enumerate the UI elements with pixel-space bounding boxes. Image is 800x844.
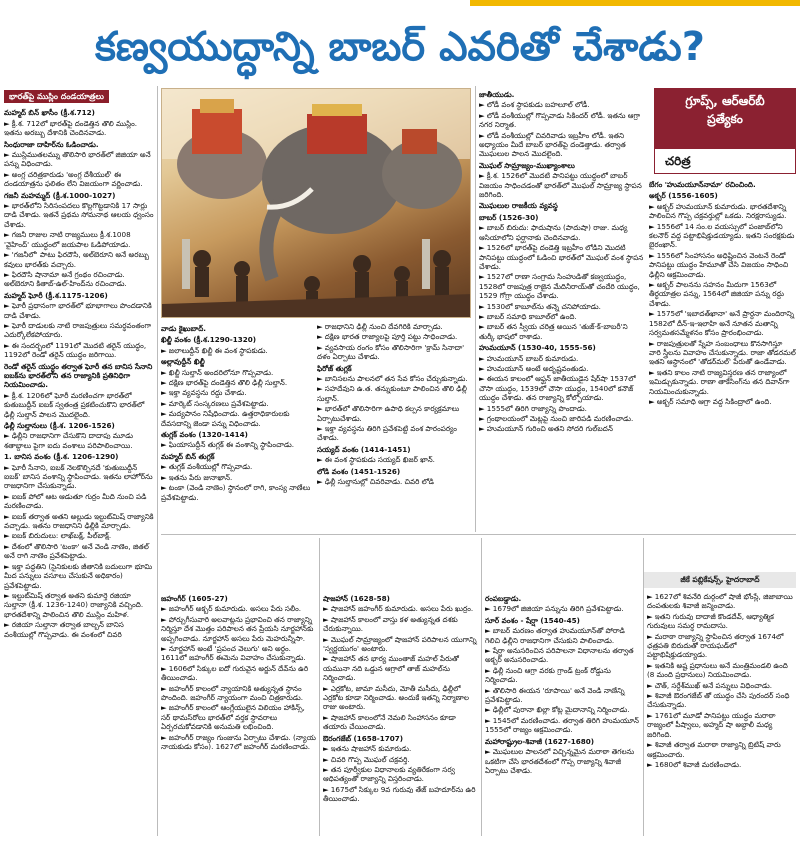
bullet-paragraph: ► 1679లో జిజియా పన్నును తిరిగి ప్రవేశపెట్టాడు. xyxy=(485,604,624,614)
bullet-paragraph: ► ఘోరీ ప్రధానంగా భారత్‌లో భూభాగాలు పొందడానికి దాడి చేశాడు. xyxy=(4,301,152,320)
section-heading: ఔరంగజేబ్ (1658-1707) xyxy=(323,733,404,743)
bullet-paragraph: ► ఢిల్లీలో పురానా ఖిల్లా కోట్ల మైదానాన్ని నిర్మించాడు. xyxy=(485,705,630,715)
caption-column-b xyxy=(317,322,472,528)
bullet-paragraph: ► 1761లో మూడో పానిపట్టు యుద్ధం మరాఠా రాజ్యంలో పీష్వాలు, అహ్మద్ షా అబ్దాలీ మధ్య జరిగింది. xyxy=(647,710,776,739)
bullet-paragraph: ► ఇతనికి అష్ట ప్రధానులు అనే మంత్రిమండలి ఉంది (8 మంది ప్రధానులు) నియమించాడు. xyxy=(647,660,788,680)
bullet-paragraph: ► హుమయూన్ అంటే అదృష్టవంతుడు. xyxy=(479,363,589,373)
bullet-paragraph: ► మొఘల్ సామ్రాజ్యంలో షాజహాన్ పరిపాలన యుగాన్ని 'స్వర్ణయుగం' అంటారు. xyxy=(323,634,477,654)
bullet-paragraph: ► క్రీ.శ. 712లో భారత్‌పై దండెత్తిన తొలి ముస్లిం. ఇతను అరబ్బు దేశానికి చెందినవాడు. xyxy=(4,118,138,138)
bullet-paragraph: ► ఇతని కాలం నాటి రాజ్యవిస్తరణ తన రాజ్యాంలో ఇమిడ్చుకున్నాడు. రాణా తాకేసింగ్‌ను తన దివాన్‌గా నియమించుకున్నాడు. xyxy=(649,367,790,396)
section-tag: భారత్‌పై ముస్లిం దండయాత్రలు xyxy=(4,90,109,103)
section-heading: వాడు కైఖుబాద్. xyxy=(161,324,207,333)
bullet-paragraph: ► 1530లో కాబూల్‌ను తన్నె చనిపోయాడు. xyxy=(479,301,601,311)
bullet-paragraph: ► షాజహాన్ కాలంలో వాస్తు కళ అత్యున్నత దశకు చేరుకున్నాయి. xyxy=(323,614,458,634)
section-divider xyxy=(161,534,796,535)
article-body xyxy=(4,86,796,838)
bullet-paragraph: ► బాబర్ బిరుదు: ఫాదుషాను (పాదుషా) రాజు. మధ్య ఆసియాలోని ఫర్ఘానాకు చెందినవాడు. xyxy=(479,223,628,242)
bullet-paragraph: ► ఢిల్లీని రాజధానిగా చేసుకొని దాదాపు మూడు శతాబ్దాలు పైగా ఐదు వంశాలు పరిపాలించాయి. xyxy=(4,431,134,450)
bottom-1-paragraphs xyxy=(161,594,316,752)
section-heading: మొఘల్ సామ్రాజ్యం-ముఖ్యాంశాలు xyxy=(479,160,575,170)
publisher-credit: జీకే పబ్లికేషన్స్, హైదరాబాద్ xyxy=(644,572,796,588)
middle-paragraphs xyxy=(479,90,644,434)
bullet-paragraph: ► అక్బర్ హుమయూన్ కుమారుడు. భారతదేశాన్ని పాలించిన గొప్ప చక్రవర్తుల్లో ఒకడు. నిరక్షరాస్యుడు. xyxy=(649,201,787,221)
column-divider xyxy=(475,86,476,532)
bottom-column-3 xyxy=(485,592,640,838)
bullet-paragraph: ► 1680లో శివాజీ మరణించాడు. xyxy=(647,759,742,769)
bullet-paragraph: ► శివాజీ తర్వాత మరాఠా రాజ్యాన్ని బ్రిటిష్ వారు ఆక్రమించారు. xyxy=(647,740,781,759)
column-divider xyxy=(157,86,158,836)
section-heading: సయ్యద్ వంశం (1414-1451) xyxy=(317,444,411,454)
section-heading: ఖిల్జీ వంశం (క్రీ.శ.1290-1320) xyxy=(161,335,256,345)
bullet-paragraph: ► ఢిల్లీ సుల్తానుల్లో చివరివాడు. చివరి లోడి xyxy=(317,477,434,487)
bullet-paragraph: ► సహదేవుని ఉ.త. తన్నుకుంటూ పాలించిన తొలి ఢిల్లీ సుల్తాన్. xyxy=(317,384,467,403)
bullet-paragraph: ► ఇతను పేరు జునాఖాన్. xyxy=(161,472,233,482)
bottom-column-1 xyxy=(161,592,316,838)
bullet-paragraph: ► అక్బర్ సమాధి ఆగ్రా వద్ద సికింద్రాలో ఉంది. xyxy=(649,396,772,406)
section-heading: రంపబడ్డాడు. xyxy=(485,594,522,603)
bullet-paragraph: ► రాజపుత్రులతో స్నేహ సంబంధాలు కొనసాగిస్తూ వారి స్త్రీలను వివాహం చేసుకున్నాడు. రాజా తోడరమల్ ఇతని ఆస్థానంలో 'తోడర్‌మల్' పేరుతో ఉండేవాడు. xyxy=(649,338,796,367)
section-heading: గజనీ మహమ్మద్ (క్రీ.శ.1000-1027) xyxy=(4,190,116,200)
bullet-paragraph: ► ఢిల్లీ నుంచి ఆగ్రా వరకు గ్రాండ్ ట్రంక్ రోడ్డును నిర్మించాడు. xyxy=(485,665,611,685)
bullet-paragraph: ► 1555లో తిరిగి రాజ్యాన్ని పొందాడు. xyxy=(479,403,587,413)
section-heading: మహ్మద్ బిన్ ఖాసీం (క్రీ.శ.712) xyxy=(4,108,95,118)
bullet-paragraph: ► భారత్‌లో తొలిసారిగా ఉపాధి కల్పన కార్యక్రమాలు ఏర్పాటుచేశాడు. xyxy=(317,404,460,423)
bottom-4-paragraphs xyxy=(647,592,796,769)
bullet-paragraph: ► వ్యవసాయ రంగం కోసం తొలిసారిగా 'క్రామ్ సినాదా' దళం ఏర్పాటు చేశాడు. xyxy=(317,342,465,362)
bullet-paragraph: ► ఇక్తా వ్యవస్థను తిరిగి ప్రవేశపెట్టి వంశ పారంపర్యం చేశాడు. xyxy=(317,424,457,443)
section-heading: సింధురాజా దాహిర్‌ను ఓడించాడు. xyxy=(4,139,99,149)
caption-b-paragraphs xyxy=(317,322,472,487)
headline: కణ్వయుద్ధాన్ని బాబర్ ఎవరితో చేశాడు? xyxy=(95,24,705,70)
bullet-paragraph: ► తన పూర్వీకుల విధానాలకు వ్యతిరేకంగా సర్వ ఆధిపత్యంతో రాజ్యాన్ని విస్తరించాడు. xyxy=(323,764,455,784)
section-heading: ఢిల్లీ సుల్తానులు (క్రీ.శ. 1206-1526) xyxy=(4,421,115,430)
bullet-paragraph: ► ఇతను షాజహాన్ కుమారుడు. xyxy=(323,744,412,754)
bullet-paragraph: ► 1556లో 14 సం.ల వయస్సులో పంజాబ్‌లోని కలనౌర్ వద్ద పట్టాభిషిక్తుడయ్యాడు. ఇతని సంరక్షకుడు బైరంఖాన్. xyxy=(649,221,795,250)
right-column xyxy=(649,178,796,568)
bottom-3-paragraphs xyxy=(485,594,640,775)
bullet-paragraph: ► 'గజనీలో' పాటు ఫిరదౌసి, అల్‌బెరూని అనే అరబ్బు కవులు భారత్‌కు వచ్చారు. xyxy=(4,250,150,269)
section-heading: మహ్మద్ ఘోరీ (క్రీ.శ.1175-1206) xyxy=(4,290,108,300)
bullet-paragraph: ► 1545లో మరణించాడు. తర్వాత తిరిగి హుమయూన్ 1555లో రాజ్యం ఆక్రమించాడు. xyxy=(485,715,639,735)
bullet-paragraph: ► 1526లో భారత్‌పై దండెత్తి ఇబ్రహీం లోడిని మొదటి పానిపట్టు యుద్ధంలో ఓడించి భారత్‌లో మొఘల్ వంశ స్థాపన చేశాడు. xyxy=(479,243,644,271)
bullet-paragraph: ► 1627లో శివనేరి దుర్గంలో షాజీ భోంస్లే, జిజాబాయి దంపతులకు శివాజీ జన్మించాడు. xyxy=(647,592,793,611)
bottom-2-paragraphs xyxy=(323,594,478,804)
bullet-paragraph: ► రజియా సుల్తానా తర్వాత బాల్బన్ బానిస వంశీయుల్లో గొప్పవాడు. ఈ వంశంలో చివరి xyxy=(4,620,124,639)
column-divider xyxy=(481,538,482,836)
right-paragraphs xyxy=(649,180,796,406)
bullet-paragraph: ► ఐబక్ పోలో ఆట ఆడుతూ గుర్రం మీది నుంచి పడి మరణించాడు. xyxy=(4,491,147,511)
bottom-column-4 xyxy=(647,592,796,838)
bullet-paragraph: ► బాబర్ సమాధి కాబూల్‌లో ఉంది. xyxy=(479,311,577,321)
bullet-paragraph: ► దక్షిణ భారత్‌పై దండెత్తిన తొలి ఢిల్లీ సుల్తాన్. xyxy=(161,378,288,388)
bullet-paragraph: ► ఘియాసుద్దీన్ తుగ్లక్ ఈ వంశాన్ని స్థాపించాడు. xyxy=(161,440,295,450)
bullet-paragraph: ► ఇల్టుట్‌మిష్ తర్వాత అతని కుమార్తె రజియా సుల్తానా (క్రీ.శ. 1236-1240) రాజ్యానికి వచ్చింది. భారతదేశాన్ని పాలించిన తొలి ముస్లిం మహిళ. xyxy=(4,590,144,619)
bullet-paragraph: ► ఇక్తా వ్యవస్థను రద్దు చేశాడు. xyxy=(161,388,247,398)
section-heading: హుమయూన్ (1530-40, 1555-56) xyxy=(479,343,596,353)
bullet-paragraph: ► జహంగీర్ రాజ్యం గుంజును ఏర్పాటు చేశాడు. (న్యాయ నాయకుడు కోసం). 1627లో జహంగీర్ మరణించాడు. xyxy=(161,732,316,752)
bullet-paragraph: ► షాజహాన్ కాలంలోనే నెమలి సింహాసనం కూడా తయారు చేయించాడు. xyxy=(323,712,456,732)
bullet-paragraph: ► రాజధానిని ఢిల్లీ నుంచి దేవగిరికి మార్చాడు. xyxy=(317,322,443,331)
bullet-paragraph: ► లోడీ వంశీయుల్లో గొప్పవాడు సికిందర్ లోడీ. ఇతను ఆగ్రా నగర నిర్మాత. xyxy=(479,110,641,130)
top-bar xyxy=(0,0,800,10)
battle-painting-illustration xyxy=(162,89,471,318)
battle-photo xyxy=(161,88,471,318)
bullet-paragraph: ► ఘోరీ దాడులకు నాటి రాజపుత్రులు సమర్థవంతంగా ఎదుర్కోలేకపోయారు. xyxy=(4,320,152,340)
left-column xyxy=(4,90,154,838)
bullet-paragraph: ► ఇక్తా పద్ధతిని (సైనికులకు జీతానికి బదులుగా భూమి మీద పన్నులు వసూలు చేసుకునే అధికారం) ప్రవేశపెట్టాడు. xyxy=(4,561,153,590)
bullet-paragraph: ► తొలిసారి ఈయన 'రూపాయి' అనే వెండి నాణేన్ని ప్రవేశపెట్టాడు. xyxy=(485,685,625,705)
section-heading: బేగం 'హుమయూన్‌నామా' రచించింది. xyxy=(649,180,756,189)
bullet-paragraph: ► మరాఠా రాజ్యాన్ని స్థాపించిన తర్వాత 1674లో ఛత్రపతి బిరుదుతో రాయఘడ్‌లో పట్టాభిషిక్తుడయ్యాడు. xyxy=(647,631,784,660)
bullet-paragraph: ► ఐబక్ తర్వాత అతని అల్లుడు ఇల్టుట్‌మిష్ రాజ్యానికి వచ్చాడు. ఇతను రాజధానిని ఢిల్లీకి మార్చాడు. xyxy=(4,511,154,531)
bullet-paragraph: ► ఫిరదౌసి షానామా అనే గ్రంథం రచించాడు. అల్‌బెరూని కితాబ్-ఉల్-హింద్‌ను రచించాడు. xyxy=(4,269,127,289)
bullet-paragraph: ► బాబర్ మరణం తర్వాత హుమయూన్‌తో పోరాడి గెలిచి ఢిల్లీని రాజధానిగా చేసుకుని పాలించాడు. xyxy=(485,626,625,645)
bullet-paragraph: ► 1606లో సిక్కుల ఐదో గురువైన అర్జున్ దేవ్‌ను ఉరి తీయించాడు. xyxy=(161,663,309,683)
bullet-paragraph: ► గజనీ రాజుల నాటి రాజ్యములు క్రీ.శ.1008 'వైహింద్' యుద్ధంలో జయపాల ఓడిపోయాడు. xyxy=(4,230,131,249)
bullet-paragraph: ► ఘోరీ సేనాని, ఐబక్ నెలకొల్పినదే 'కుతుబుద్దీన్ ఐబక్' బానిస వంశాన్ని స్థాపించాడు. ఇతను లాహోర్‌ను రాజధానిగా చేసుకున్నాడు. xyxy=(4,462,153,491)
left-paragraphs xyxy=(4,108,154,639)
bullet-paragraph: ► షాజహాన్ జహంగీర్ కుమారుడు. అసలు పేరు ఖుర్రం. xyxy=(323,604,474,614)
bullet-paragraph: ► అక్బర్ పాలనను సహనం మీదుగా 1563లో తీర్థయాత్రల పన్ను, 1564లో జిజియా పన్ను రద్దు చేశాడు. xyxy=(649,280,785,308)
bullet-paragraph: ► ముస్లిముతలమ్ను తొలిసారి భారత్‌లో జిజియా అనే పన్ను విధించాడు. xyxy=(4,150,151,169)
bullet-paragraph: ► ఈ వంశ స్థాపకుడు సయ్యద్ ఖిజర్ ఖాన్. xyxy=(317,455,435,465)
bullet-paragraph: ► క్రీ.శ. 1526లో మొదటి పానిపట్టు యుద్ధంలో బాబర్ విజయం సాధించడంతో భారత్‌లో మొఘల్ సామ్రాజ్య స్థాపన జరిగింది. xyxy=(479,171,642,200)
section-heading: జాతీయుడు. xyxy=(479,90,515,99)
bullet-paragraph: ► హుమయూన్ బాబర్ కుమారుడు. xyxy=(479,353,579,363)
bullet-paragraph: ► 1575లో 'ఇబాదత్‌ఖానా' అనే ప్రార్థనా మందిరాన్ని 1582లో దీన్-ఇ-ఇలాహి అనే నూతన మతాన్ని సర్వమతసమ్మేళనం కోసం ప్రారంభించాడు. xyxy=(649,309,795,338)
bullet-paragraph: ► బానిసలను పాలనలో తన సేవ కోసం చేర్చుకున్నాడు. xyxy=(317,374,468,384)
bullet-paragraph: ► లోడీ వంశీయుల్లో చివరివాడు ఇబ్రహీం లోడీ. ఇతని అధ్యాయం మీదే బాబర్ భారత్‌పై దండెత్తాడు. తర్వాత మొఘలుల పాలన మొదలైంది. xyxy=(479,130,626,159)
bullet-paragraph: ► షేర్షా అనుసరించిన పరిపాలనా విధానాలను తర్వాత అక్బర్ అనుసరించాడు. xyxy=(485,646,634,665)
history-label: చరిత్ర xyxy=(654,148,796,174)
bullet-paragraph: ► ఖిల్జీ సుల్తాన్ అందరిలోనూ గొప్పవాడు. xyxy=(161,367,274,377)
top-accent-stripe xyxy=(470,0,800,6)
section-heading: లోడి వంశం (1451-1526) xyxy=(317,466,401,476)
middle-column xyxy=(479,88,644,532)
bullet-paragraph: ► టంకా (వెండి నాణెం) స్థానంలో రాగి, కాంస్య నాణేలు ప్రవేశపెట్టాడు. xyxy=(161,483,311,502)
bullet-paragraph: ► భారత్‌లోని సిరిసంపదలు కొల్లగొట్టడానికి 17 సార్లు దాడి చేశాడు. ఇతనే ప్రథమ సోమనాథ ఆలయ ధ్వంసం చేశాడు. xyxy=(4,201,154,229)
bullet-paragraph: ► జహంగీర్ కాలంలో న్యాయానికి అత్యున్నత స్థానం పొందింది. జహంగీర్ న్యాయంగా మంచి చిత్రకారుడు. xyxy=(161,683,303,703)
bullet-paragraph: ► అంగ్ల చరిత్రకారుడు 'అంగ్ల దేశీయుల్' ఈ దండయాత్రను ఫలితం లేని విజయంగా వర్ణించాడు. xyxy=(4,169,143,189)
groups-rrb-badge xyxy=(654,88,796,148)
section-heading: బాబర్ (1526-30) xyxy=(479,212,539,222)
section-heading: షాజహాన్ (1628-58) xyxy=(323,594,390,603)
section-heading: ఫిరోజ్ తుగ్లక్ xyxy=(317,363,352,373)
bullet-paragraph: ► మార్కెట్ సంస్కరణలు ప్రవేశపెట్టాడు. xyxy=(161,398,269,408)
bullet-paragraph: ► 1675లో సిక్కుల 9వ గురువు తేజ్ బహదూర్‌ను ఉరి తీయించాడు. xyxy=(323,784,476,804)
bullet-paragraph: ► క్రీ.శ. 1206లో ఘోరీ మరణించగా భారత్‌లో కుతుబుద్దీన్ ఐబక్ స్వతంత్ర ప్రకటించుకొని భారత్‌లో ఢిల్లీ సుల్తాన్ పాలన మొదలైంది. xyxy=(4,390,145,419)
bullet-paragraph: ► ఇతని గురువు దాదాజీ కొండదేవ్, ఆధ్యాత్మిక గురువులు సమర్థ రామదాసు. xyxy=(647,611,774,631)
bullet-paragraph: ► జహంగీర్ కాలంలో ఆంగ్లేయులైన విలియం హాకిన్స్, సర్ థామస్‌రోలు భారత్‌లో వర్తక స్థావరాలు ఏర్పరచుకోవడానికి అనుమతి లభించింది. xyxy=(161,703,305,732)
column-divider xyxy=(643,538,644,836)
bullet-paragraph: ► బాబర్ తన స్వీయ చరిత్ర అయిన 'తుజ్-క్-బాబరీ'ని తుర్కీ భాషలో రాశాడు. xyxy=(479,322,628,341)
bullet-paragraph: ► మొఘలుల పాలనలో విచ్ఛిన్నమైన మరాఠా తెగలను ఒకటిగా చేసి భారతదేశంలో గొప్ప రాజ్యాన్ని శివాజీ ఏర్పాటు చేశాడు. xyxy=(485,747,635,775)
bullet-paragraph: ► జహంగీర్ అక్బర్ కుమారుడు. అసలు పేరు సలీం. xyxy=(161,604,302,614)
section-heading: తుగ్లక్ వంశం (1320-1414) xyxy=(161,430,248,440)
bullet-paragraph: ► ఈ సందర్భంలో 1191లో మొదటి తరైన్ యుద్ధం, 1192లో రెండో తరైన్ యుద్ధం జరిగాయి. xyxy=(4,340,147,360)
caption-a-paragraphs xyxy=(161,324,311,502)
section-heading: మహారాష్ట్రుల-శివాజీ (1627-1680) xyxy=(485,736,595,746)
bullet-paragraph: ► దక్షిణ భారత రాజ్యాలపై పూర్తి పట్టు సాధించాడు. xyxy=(317,332,458,342)
section-heading: అల్లావుద్దీన్ ఖిల్జీ xyxy=(161,357,205,367)
badge-subtitle: ప్రత్యేకం xyxy=(707,112,743,126)
bullet-paragraph: ► ఎర్రకోట, జామా మసీదు, మోతీ మసీదు, ఢిల్లీలో ఎర్రకోట కూడా నిర్మించాడు. అందుకే ఇతన్ని నిర్మాణాల రాజు అంటారు. xyxy=(323,683,469,712)
bullet-paragraph: ► గ్రంథాలయంలో మెట్లపై నుంచి జారిపడి మరణించాడు. xyxy=(479,414,634,423)
bullet-paragraph: ► 1527లో రాణా సంగ్రామ సింహుడితో కణ్వయుద్ధం, 1528లో రాజపుత్ర రాజైన మేదినీరాయ్‌తో చందేరి యుద్ధం, 1529 గోగ్రా యుద్ధం చేశాడు. xyxy=(479,272,640,301)
section-heading: అక్బర్ (1556-1605) xyxy=(649,191,718,201)
section-heading: జహంగీర్ (1605-27) xyxy=(161,594,228,603)
bullet-paragraph: ► మద్యపానం నిషేధించాడు. ఉత్తరాధికారులకు దేవసదాన్ని జెండా పన్ను విధించాడు. xyxy=(161,409,290,428)
badge-title: గ్రూప్స్, ఆర్‌ఆర్‌బీ xyxy=(685,94,765,108)
section-heading: మొఘలుల రాజకీయ వ్యవస్థ xyxy=(479,201,558,211)
bullet-paragraph: ► దేశంలో తొలిసారి 'టంకా' అనే వెండి నాణెం, జితల్ అనే రాగి నాణెం ప్రవేశపెట్టాడు. xyxy=(4,541,149,561)
bullet-paragraph: ► హుమయూన్ గురించి అతని సోదరి గుల్‌బదన్ xyxy=(479,424,613,434)
bullet-paragraph: ► చివరి గొప్ప మొఘల్ చక్రవర్తి. xyxy=(323,754,410,764)
bullet-paragraph: ► చౌత్, సర్దేశ్‌ముఖ్ అనే పన్నులు విధించాడు. xyxy=(647,680,773,690)
bullet-paragraph: ► ఐబక్ బిరుదులు: లాఖ్‌బక్ష్, పీల్‌బాక్ష్. xyxy=(4,531,112,541)
column-divider xyxy=(319,538,320,836)
bullet-paragraph: ► శివాజీ ఔరంగజేబ్ తో యుద్ధం చేసి పురందర్ సంధి చేసుకున్నాడు. xyxy=(647,691,790,710)
section-heading: రెండో తరైన్ యుద్ధం తర్వాత ఘోరీ తన బానిస సేనాని ఐబక్‌ను భారత్‌లోని తన రాజ్యానికి ప్రతినిధిగా నియమించాడు. xyxy=(4,361,153,390)
bullet-paragraph: ► ఈయన కాలంలో ఆఫ్ఘన్ జాతీయుడైన షేర్‌షా 1537లో చౌసా యుద్ధం, 1539లో చౌసా యుద్ధం, 1540లో కనౌజ్ యుద్ధం చేశాడు. తన రాజ్యాన్ని కోల్పోయాడు. xyxy=(479,374,636,403)
bullet-paragraph: ► నూర్జహాన్ అంటే 'ప్రపంచ వెలుగు' అని అర్థం. 1611లో జహంగీర్ ఈమెను వివాహం చేసుకున్నాడు. xyxy=(161,644,306,663)
section-heading: సూర్ వంశం - షేర్షా (1540-45) xyxy=(485,615,580,625)
bullet-paragraph: ► పోర్చుగీసువారి అలవాట్లను ప్రభావించి తన రాజ్యాన్ని నిర్మిస్తూ దేశ మొత్తం పరిపాలన తన ప్రేయసి నూర్జహాన్‌కు అప్పగించాడు. నూర్జహాన్ అసలు పేరు మెహరున్నీసా. xyxy=(161,614,314,643)
section-heading: 1. బానిస వంశం (క్రీ.శ. 1206-1290) xyxy=(4,452,119,462)
bottom-column-2 xyxy=(323,592,478,838)
bullet-paragraph: ► జలాలుద్దీన్ ఖిల్జీ ఈ వంశ స్థాపకుడు. xyxy=(161,345,268,355)
bullet-paragraph: ► లోడీ వంశ స్థాపకుడు బహలూల్ లోడీ. xyxy=(479,100,590,110)
caption-column-a xyxy=(161,322,311,528)
section-heading: మహ్మద్ బిన్ తుగ్లక్ xyxy=(161,451,215,461)
bullet-paragraph: ► 1556లో సింహాసనం అధిష్టించిన వెంటనే రెండో పానిపట్టు యుద్ధం హేమూతో చేసి విజయం సాధించి ఢిల్లీని ఆక్రమించాడు. xyxy=(649,250,789,279)
bullet-paragraph: ► తుగ్లక్ వంశీయుల్లో గొప్పవాడు. xyxy=(161,462,253,472)
bullet-paragraph: ► షాజహాన్ తన భార్య ముంతాజ్ మహల్ పేరుతో యమునా నది ఒడ్డున ఆగ్రాలో తాజ్ మహల్‌ను నిర్మించాడు. xyxy=(323,654,459,683)
